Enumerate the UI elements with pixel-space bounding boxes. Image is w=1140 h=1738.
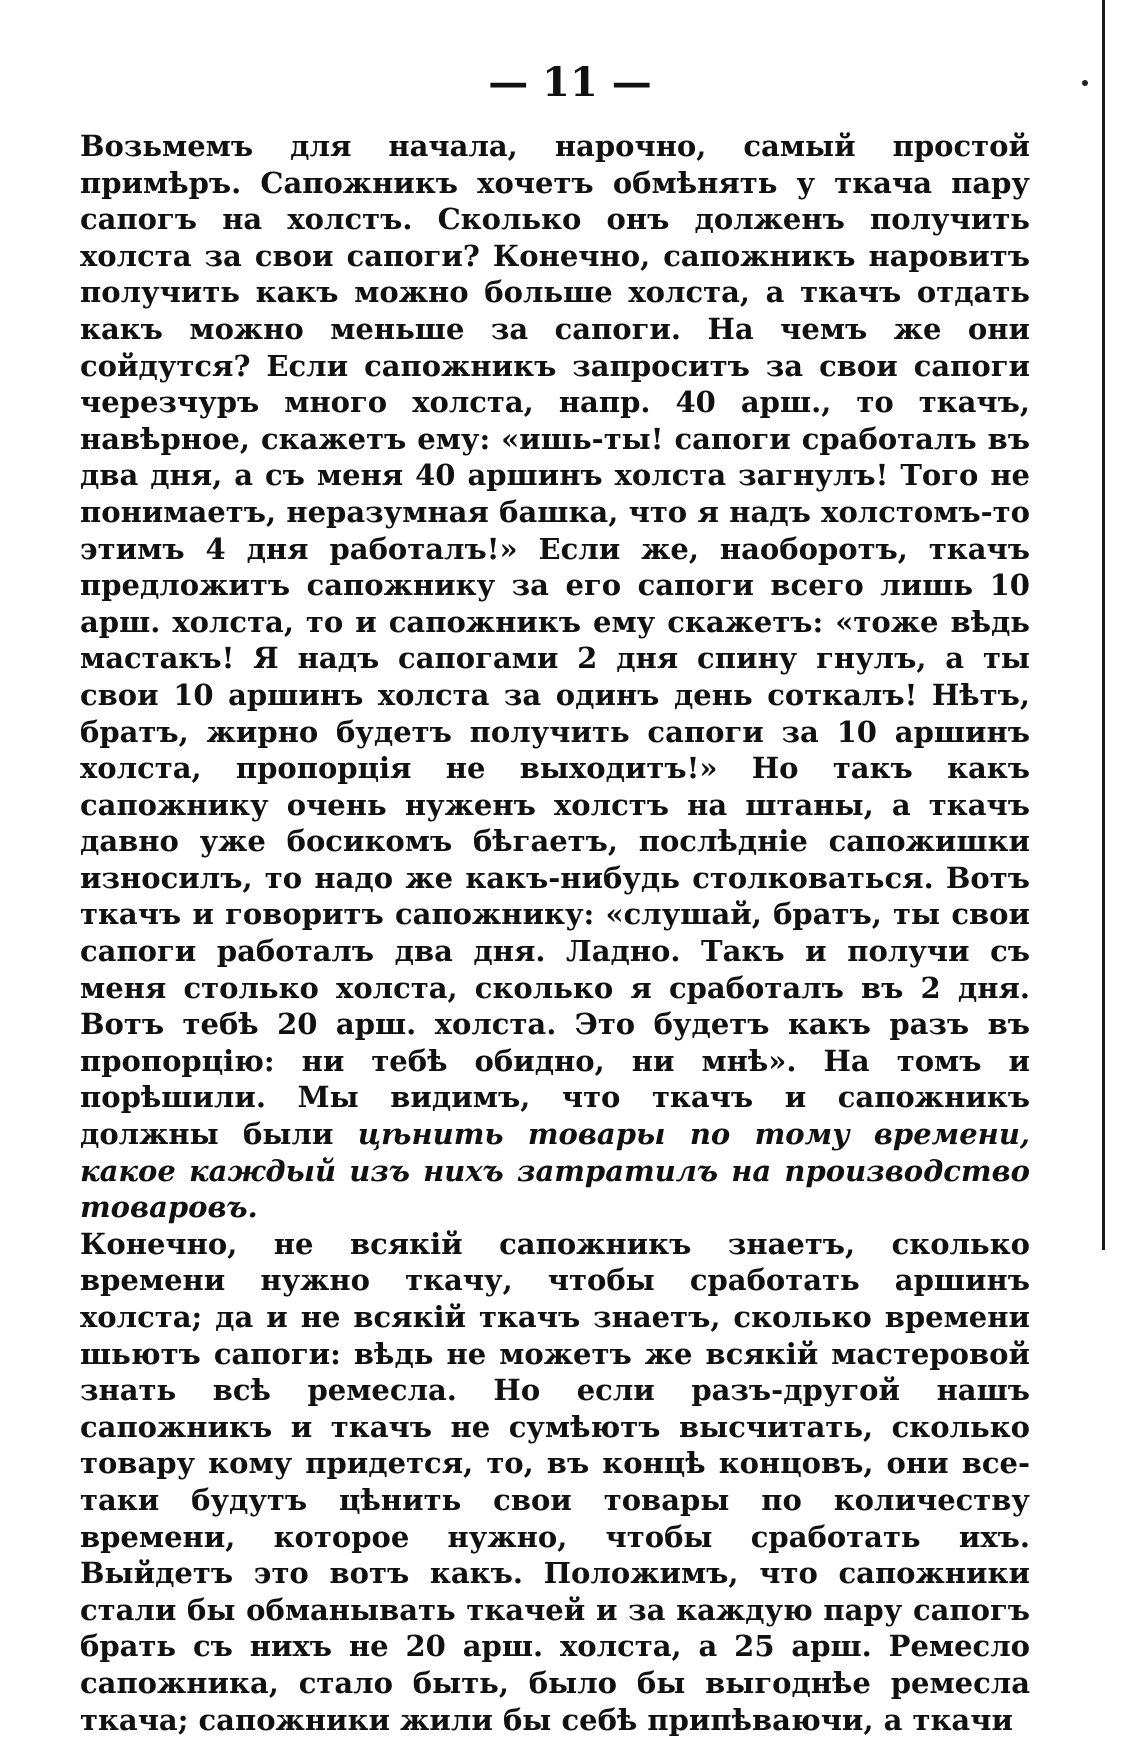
paragraph-1-text: Возьмемъ для начала, нарочно, самый простой примѣръ. Сапожникъ хочетъ обмѣнять у ткача пару сапогъ на холстъ. Сколько онъ долженъ получить холста за свои сапоги? Конечно, сапожникъ наровитъ получить какъ можно больше холста, а ткачъ отдать какъ можно меньше за сапоги. На чемъ же они сойдутся? Если сапожникъ запроситъ за свои сапоги черезчуръ много холста, напр. 40 арш., то ткачъ, навѣрное, скажетъ ему: «ишь-ты! сапоги сработалъ въ два дня, а съ меня 40 аршинъ холста загнулъ! Того не понимаетъ, неразумная башка, что я надъ холстомъ-то этимъ 4 дня работалъ!» Если же, наоборотъ, ткачъ предложитъ сапожнику за его сапоги всего лишь 10 арш. холста, то и сапожникъ ему скажетъ: «тоже вѣдь мастакъ! Я надъ сапогами 2 дня спину гнулъ, а ты свои 10 аршинъ холста за одинъ день соткалъ! Нѣтъ, братъ, жирно будетъ получить сапоги за 10 аршинъ холста, пропорція не выходитъ!» Но такъ какъ сапожнику очень нуженъ холстъ на штаны, а ткачъ давно уже босикомъ бѣгаетъ, послѣдніе сапожишки износилъ, то надо же какъ-нибудь столковаться. Вотъ ткачъ и говоритъ сапожнику: «слушай, братъ, ты свои сапоги работалъ два дня. Ладно. Такъ и получи съ меня столько холста, сколько я сработалъ въ 2 дня. Вотъ тебѣ 20 арш. холста. Это будетъ какъ разъ въ пропорцію: ни тебѣ обидно, ни мнѣ». На томъ и порѣшили. Мы видимъ, что ткачъ и сапожникъ должны были <box>80 129 1030 1152</box>
paragraph-1 <box>80 128 1030 1226</box>
page-number: — 11 — <box>488 59 652 106</box>
paragraph-1-italic-conclusion: цѣнить товары по тому времени, какое каждый изъ нихъ затратилъ на производство товаровъ. <box>80 1117 1030 1225</box>
scan-edge-line <box>1102 0 1105 1250</box>
body-text <box>80 128 1030 1738</box>
paragraph-2-text: Конечно, не всякій сапожникъ знаетъ, сколько времени нужно ткачу, чтобы сработать аршинъ холста; да и не всякій ткачъ знаетъ, сколько времени шьютъ сапоги: вѣдь не можетъ же всякій мастеровой знать всѣ ремесла. Но если разъ-другой нашъ сапожникъ и ткачъ не сумѣютъ высчитать, сколько товару кому придется, то, въ концѣ концовъ, они все-таки будутъ цѣнить свои товары по количеству времени, которое нужно, чтобы сработать ихъ. Выйдетъ это вотъ какъ. Положимъ, что сапожники стали бы обманывать ткачей и за каждую пару сапогъ брать съ нихъ не 20 арш. холста, а 25 арш. Ремесло сапожника, стало быть, было бы выгоднѣе ремесла ткача; сапожники жили бы себѣ припѣваючи, а ткачи <box>80 1226 1030 1737</box>
paragraph-2 <box>80 1226 1030 1738</box>
